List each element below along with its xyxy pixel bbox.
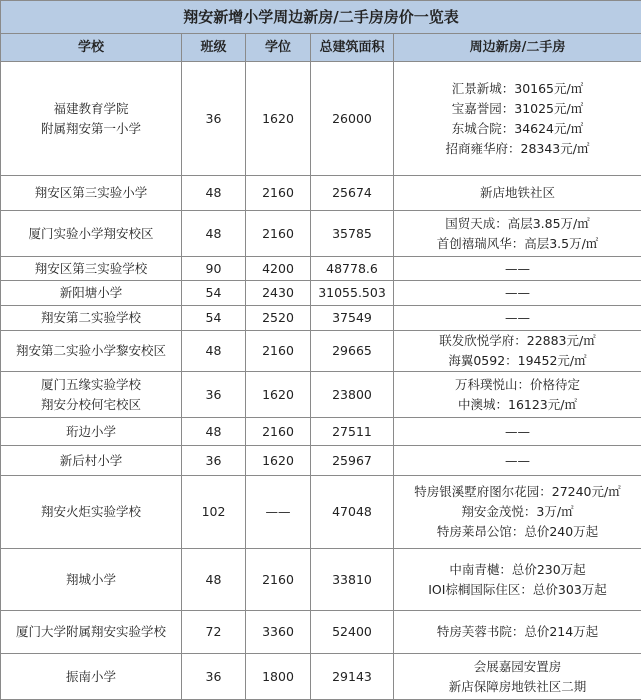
classes-cell <box>182 211 246 257</box>
seats-cell <box>246 281 311 306</box>
nearby-cell <box>394 476 641 549</box>
area-value: 35785 <box>332 226 372 241</box>
table-row <box>1 62 641 176</box>
cell-line: 翔安分校何宅校区 <box>1 395 181 415</box>
cell-line: 翔安火炬实验学校 <box>1 502 181 522</box>
nearby-cell <box>394 446 641 476</box>
area-cell <box>311 62 394 176</box>
cell-line: 联发欣悦学府：22883元/㎡ <box>394 331 641 351</box>
school-cell <box>1 611 182 654</box>
table-row <box>1 476 641 549</box>
area-value: 31055.503 <box>318 285 386 300</box>
cell-line: 海翼0592：19452元/㎡ <box>394 351 641 371</box>
school-cell <box>1 418 182 446</box>
classes-value: 54 <box>206 285 222 300</box>
nearby-cell <box>394 418 641 446</box>
cell-line: 附属翔安第一小学 <box>1 119 181 139</box>
table-row <box>1 176 641 211</box>
table-row <box>1 331 641 372</box>
table-title: 翔安新增小学周边新房/二手房房价一览表 <box>1 1 641 34</box>
cell-line: 东城合院：34624元/㎡ <box>394 119 641 139</box>
area-value: 29143 <box>332 669 372 684</box>
table-row <box>1 446 641 476</box>
seats-cell <box>246 476 311 549</box>
cell-line: 翔安区第三实验学校 <box>1 259 181 279</box>
table-row <box>1 654 641 700</box>
school-cell <box>1 476 182 549</box>
table-row <box>1 211 641 257</box>
classes-value: 72 <box>206 624 222 639</box>
area-cell <box>311 549 394 611</box>
cell-line: 国贸天成：高层3.85万/㎡ <box>394 214 641 234</box>
classes-cell <box>182 654 246 700</box>
area-value: 26000 <box>332 111 372 126</box>
school-cell <box>1 331 182 372</box>
header-seats: 学位 <box>246 34 311 62</box>
seats-value: 1800 <box>262 669 294 684</box>
table-row <box>1 418 641 446</box>
table-row <box>1 549 641 611</box>
cell-line: 特房莱昂公馆：总价240万起 <box>394 522 641 542</box>
classes-cell <box>182 281 246 306</box>
school-cell <box>1 654 182 700</box>
cell-line: 招商雍华府：28343元/㎡ <box>394 139 641 159</box>
area-cell <box>311 281 394 306</box>
area-value: 23800 <box>332 387 372 402</box>
cell-line: 新店地铁社区 <box>394 183 641 203</box>
area-cell <box>311 446 394 476</box>
cell-line: 振南小学 <box>1 667 181 687</box>
area-value: 29665 <box>332 343 372 358</box>
area-value: 27511 <box>332 424 372 439</box>
seats-cell <box>246 62 311 176</box>
table-row <box>1 257 641 281</box>
classes-value: 36 <box>206 387 222 402</box>
seats-value: 2160 <box>262 343 294 358</box>
seats-value: 2160 <box>262 185 294 200</box>
school-cell <box>1 549 182 611</box>
classes-value: 48 <box>206 343 222 358</box>
cell-line: 厦门实验小学翔安校区 <box>1 224 181 244</box>
nearby-cell <box>394 176 641 211</box>
classes-cell <box>182 62 246 176</box>
area-value: 25674 <box>332 185 372 200</box>
seats-value: 4200 <box>262 261 294 276</box>
nearby-cell <box>394 611 641 654</box>
seats-value: 2160 <box>262 424 294 439</box>
cell-line: —— <box>394 308 641 328</box>
cell-line: 会展嘉园安置房 <box>394 657 641 677</box>
seats-cell <box>246 611 311 654</box>
seats-value: 2520 <box>262 310 294 325</box>
nearby-cell <box>394 281 641 306</box>
nearby-cell <box>394 654 641 700</box>
cell-line: 特房银溪墅府图尔花园：27240元/㎡ <box>394 482 641 502</box>
area-value: 52400 <box>332 624 372 639</box>
nearby-cell <box>394 62 641 176</box>
cell-line: 厦门大学附属翔安实验学校 <box>1 622 181 642</box>
classes-value: 48 <box>206 185 222 200</box>
classes-cell <box>182 476 246 549</box>
school-cell <box>1 306 182 331</box>
area-cell <box>311 331 394 372</box>
cell-line: IOI棕榈国际住区：总价303万起 <box>394 580 641 600</box>
classes-value: 102 <box>202 504 226 519</box>
school-cell <box>1 62 182 176</box>
classes-cell <box>182 372 246 418</box>
nearby-cell <box>394 306 641 331</box>
area-cell <box>311 418 394 446</box>
nearby-cell <box>394 372 641 418</box>
cell-line: 首创禧瑞风华：高层3.5万/㎡ <box>394 234 641 254</box>
area-cell <box>311 306 394 331</box>
classes-cell <box>182 446 246 476</box>
school-cell <box>1 211 182 257</box>
area-value: 48778.6 <box>326 261 378 276</box>
cell-line: —— <box>394 422 641 442</box>
nearby-cell <box>394 211 641 257</box>
classes-value: 48 <box>206 226 222 241</box>
classes-cell <box>182 611 246 654</box>
table-row <box>1 372 641 418</box>
area-cell <box>311 176 394 211</box>
cell-line: 宝嘉誉园：31025元/㎡ <box>394 99 641 119</box>
cell-line: 特房芙蓉书院：总价214万起 <box>394 622 641 642</box>
cell-line: —— <box>394 259 641 279</box>
header-school: 学校 <box>1 34 182 62</box>
school-cell <box>1 446 182 476</box>
classes-value: 36 <box>206 669 222 684</box>
area-value: 25967 <box>332 453 372 468</box>
seats-cell <box>246 549 311 611</box>
classes-cell <box>182 176 246 211</box>
cell-line: 福建教育学院 <box>1 99 181 119</box>
school-cell <box>1 372 182 418</box>
seats-value: 1620 <box>262 453 294 468</box>
cell-line: —— <box>394 283 641 303</box>
seats-cell <box>246 176 311 211</box>
seats-cell <box>246 211 311 257</box>
seats-value: 2160 <box>262 572 294 587</box>
classes-value: 48 <box>206 572 222 587</box>
classes-value: 36 <box>206 453 222 468</box>
table-row <box>1 281 641 306</box>
cell-line: 翔安第二实验小学黎安校区 <box>1 341 181 361</box>
classes-value: 36 <box>206 111 222 126</box>
cell-line: 厦门五缘实验学校 <box>1 375 181 395</box>
classes-value: 54 <box>206 310 222 325</box>
seats-value: 2160 <box>262 226 294 241</box>
classes-cell <box>182 331 246 372</box>
seats-cell <box>246 418 311 446</box>
cell-line: 珩边小学 <box>1 422 181 442</box>
classes-cell <box>182 549 246 611</box>
school-cell <box>1 257 182 281</box>
seats-cell <box>246 257 311 281</box>
area-value: 33810 <box>332 572 372 587</box>
seats-cell <box>246 654 311 700</box>
cell-line: 新后村小学 <box>1 451 181 471</box>
nearby-cell <box>394 257 641 281</box>
cell-line: 汇景新城：30165元/㎡ <box>394 79 641 99</box>
area-cell <box>311 611 394 654</box>
cell-line: 翔城小学 <box>1 570 181 590</box>
area-cell <box>311 257 394 281</box>
seats-cell <box>246 306 311 331</box>
school-cell <box>1 176 182 211</box>
seats-value: 3360 <box>262 624 294 639</box>
seats-value: —— <box>266 504 291 519</box>
classes-cell <box>182 257 246 281</box>
classes-value: 90 <box>206 261 222 276</box>
area-cell <box>311 654 394 700</box>
area-cell <box>311 211 394 257</box>
cell-line: 万科璞悦山：价格待定 <box>394 375 641 395</box>
seats-cell <box>246 331 311 372</box>
header-classes: 班级 <box>182 34 246 62</box>
nearby-cell <box>394 549 641 611</box>
seats-cell <box>246 446 311 476</box>
cell-line: 翔安区第三实验小学 <box>1 183 181 203</box>
cell-line: —— <box>394 451 641 471</box>
classes-value: 48 <box>206 424 222 439</box>
header-nearby: 周边新房/二手房 <box>394 34 641 62</box>
seats-value: 1620 <box>262 111 294 126</box>
seats-cell <box>246 372 311 418</box>
classes-cell <box>182 418 246 446</box>
classes-cell <box>182 306 246 331</box>
nearby-cell <box>394 331 641 372</box>
area-cell <box>311 372 394 418</box>
cell-line: 新店保障房地铁社区二期 <box>394 677 641 697</box>
seats-value: 1620 <box>262 387 294 402</box>
cell-line: 新阳塘小学 <box>1 283 181 303</box>
school-cell <box>1 281 182 306</box>
cell-line: 翔安金茂悦：3万/㎡ <box>394 502 641 522</box>
area-value: 47048 <box>332 504 372 519</box>
area-cell <box>311 476 394 549</box>
header-area: 总建筑面积 <box>311 34 394 62</box>
area-value: 37549 <box>332 310 372 325</box>
cell-line: 翔安第二实验学校 <box>1 308 181 328</box>
table-row <box>1 306 641 331</box>
seats-value: 2430 <box>262 285 294 300</box>
cell-line: 中澳城：16123元/㎡ <box>394 395 641 415</box>
cell-line: 中南青樾：总价230万起 <box>394 560 641 580</box>
table-row <box>1 611 641 654</box>
